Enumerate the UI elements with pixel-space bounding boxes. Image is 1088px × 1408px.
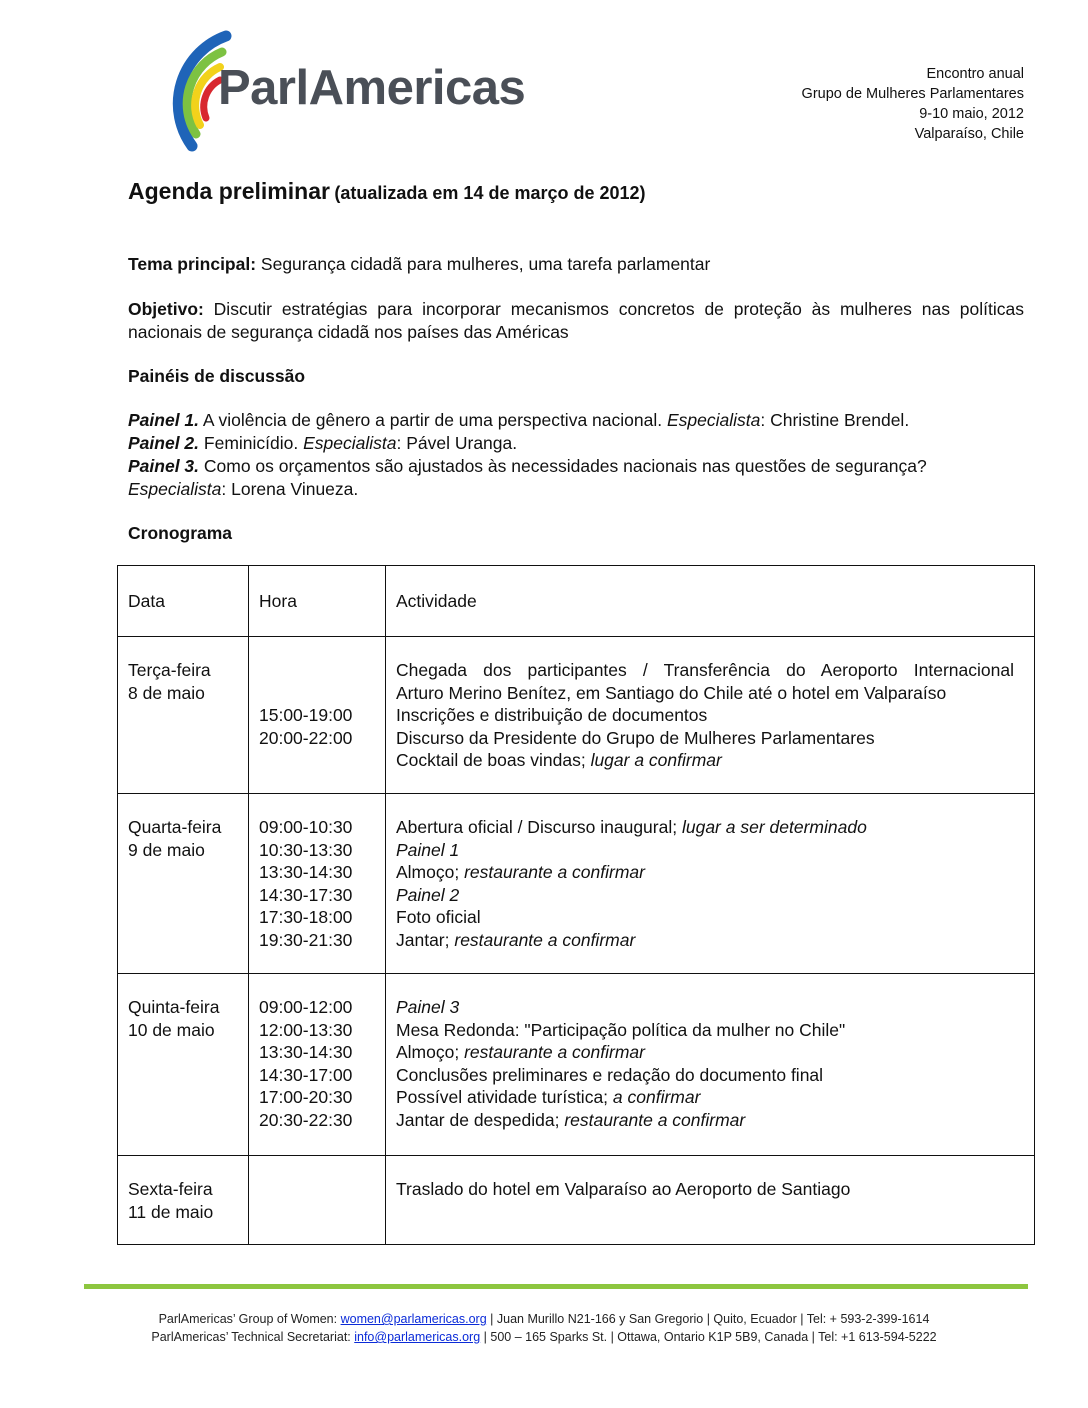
- activity-line: Traslado do hotel em Valparaíso ao Aeroporto de Santiago: [396, 1179, 851, 1199]
- row-time: 13:30-14:30: [259, 862, 353, 883]
- activity-line: Conclusões preliminares e redação do documento final: [396, 1064, 824, 1085]
- schedule-heading: Cronograma: [128, 523, 233, 543]
- activity-line: Painel 2: [396, 884, 460, 905]
- panels-list: [128, 409, 1028, 501]
- table-row: [118, 637, 1035, 794]
- footer-line-2: ParlAmericas’ Technical Secretariat: info@parlamericas.org | 500 – 165 Sparks St. | Ottawa, Ontario K1P 5B9, Canada | Tel: +1 613-594-5222: [151, 1330, 937, 1344]
- row-day: Terça-feira: [128, 660, 211, 680]
- table-header-row: [118, 566, 1035, 637]
- objective-text: Discutir estratégias para incorporar mecanismos concretos de proteção às mulheres nas políticas nacionais de segurança cidadã nos países das Américas: [128, 299, 1024, 342]
- panels-heading: Painéis de discussão: [128, 366, 306, 386]
- activity-line: Possível atividade turística; a confirmar: [396, 1087, 701, 1108]
- schedule-table: [117, 565, 1035, 1245]
- row-time: 10:30-13:30: [259, 839, 353, 860]
- row-time: 13:30-14:30: [259, 1042, 353, 1063]
- theme-label: Tema principal:: [128, 254, 257, 274]
- row-day: Quarta-feira: [128, 817, 222, 837]
- event-line-4: Valparaíso, Chile: [914, 126, 1024, 142]
- activity-line: Jantar; restaurante a confirmar: [396, 929, 636, 950]
- panel-text: Como os orçamentos são ajustados às necessidades nacionais nas questões de segurança?: [203, 456, 927, 476]
- row-day: Sexta-feira: [128, 1179, 213, 1199]
- theme-text: Segurança cidadã para mulheres, uma tarefa parlamentar: [260, 254, 711, 274]
- activity-line: Foto oficial: [396, 907, 481, 928]
- row-time: 12:00-13:30: [259, 1019, 353, 1040]
- column-header-activity: Actividade: [396, 591, 477, 611]
- row-time: 09:00-10:30: [259, 817, 353, 837]
- footer: [0, 1310, 1088, 1346]
- row-date: 10 de maio: [128, 1019, 215, 1040]
- activity-line: Almoço; restaurante a confirmar: [396, 862, 645, 883]
- row-day: Quinta-feira: [128, 997, 220, 1017]
- event-line-1: Encontro anual: [926, 66, 1024, 82]
- panel-item: [128, 432, 1028, 455]
- panel-specialist-label: Especialista: [303, 433, 397, 453]
- panel-label: Painel 2.: [128, 433, 200, 453]
- event-info: [802, 64, 1024, 144]
- footer-email-link-info[interactable]: info@parlamericas.org: [354, 1330, 481, 1344]
- activity-line: Painel 1: [396, 839, 460, 860]
- column-header-date: Data: [128, 591, 165, 611]
- row-time: 17:30-18:00: [259, 907, 353, 928]
- panel-item-specialist: [128, 478, 1028, 501]
- activity-line: Arturo Merino Benítez, em Santiago do Chile até o hotel em Valparaíso: [396, 682, 947, 703]
- row-time: 14:30-17:00: [259, 1064, 353, 1085]
- activity-line: Chegada dos participantes / Transferência do Aeroporto Internacional: [396, 660, 1014, 680]
- table-row: [118, 794, 1035, 974]
- page-title: [128, 178, 646, 205]
- row-date: 11 de maio: [128, 1201, 214, 1222]
- activity-line: Discurso da Presidente do Grupo de Mulheres Parlamentares: [396, 727, 875, 748]
- objective-label: Objetivo:: [128, 299, 204, 319]
- footer-divider: [84, 1284, 1028, 1289]
- row-time: 14:30-17:30: [259, 884, 353, 905]
- activity-line: Almoço; restaurante a confirmar: [396, 1042, 645, 1063]
- row-time: 20:30-22:30: [259, 1109, 353, 1130]
- footer-email-link-women[interactable]: women@parlamericas.org: [340, 1312, 487, 1326]
- objective-paragraph: [128, 298, 1024, 344]
- row-time: 17:00-20:30: [259, 1087, 353, 1108]
- panel-specialist-label: Especialista: [666, 410, 761, 430]
- panel-text: A violência de gênero a partir de uma perspectiva nacional.: [202, 410, 663, 430]
- parlamericas-logo: [130, 22, 600, 152]
- panel-label: Painel 3.: [128, 456, 200, 476]
- activity-line: Jantar de despedida; restaurante a confirmar: [396, 1109, 746, 1130]
- event-line-3: 9-10 maio, 2012: [919, 106, 1024, 122]
- row-date: 8 de maio: [128, 682, 205, 703]
- row-date: 9 de maio: [128, 839, 205, 860]
- panel-specialist-label: Especialista: [128, 479, 222, 499]
- activity-line: Cocktail de boas vindas; lugar a confirmar: [396, 750, 722, 771]
- row-time: 15:00-19:00: [259, 705, 353, 725]
- row-time: 20:00-22:00: [259, 727, 353, 748]
- title-subtitle: (atualizada em 14 de março de 2012): [334, 183, 646, 203]
- activity-line: Mesa Redonda: "Participação política da mulher no Chile": [396, 1019, 846, 1040]
- theme-paragraph: [128, 253, 1024, 276]
- panel-specialist-name: : Lorena Vinueza.: [221, 479, 359, 499]
- footer-line-1: ParlAmericas’ Group of Women: women@parlamericas.org | Juan Murillo N21-166 y San Gregorio | Quito, Ecuador | Tel: + 593-2-399-1614: [158, 1312, 930, 1326]
- table-row: [118, 1156, 1035, 1245]
- panel-label: Painel 1.: [128, 410, 200, 430]
- row-time: 19:30-21:30: [259, 929, 353, 950]
- activity-line: Painel 3: [396, 997, 460, 1017]
- activity-line: Inscrições e distribuição de documentos: [396, 705, 708, 726]
- title-main: Agenda preliminar: [128, 178, 330, 204]
- panel-item: [128, 455, 1028, 478]
- logo-wordmark: ParlAmericas: [218, 61, 526, 115]
- panel-text: Feminicídio.: [203, 433, 299, 453]
- column-header-time: Hora: [259, 591, 297, 611]
- panel-item: [128, 409, 1028, 432]
- activity-line: Abertura oficial / Discurso inaugural; lugar a ser determinado: [396, 817, 867, 837]
- panel-specialist-name: : Christine Brendel.: [760, 410, 910, 430]
- panel-specialist-name: : Pável Uranga.: [396, 433, 518, 453]
- row-time: 09:00-12:00: [259, 997, 353, 1017]
- event-line-2: Grupo de Mulheres Parlamentares: [801, 86, 1024, 102]
- table-row: [118, 974, 1035, 1156]
